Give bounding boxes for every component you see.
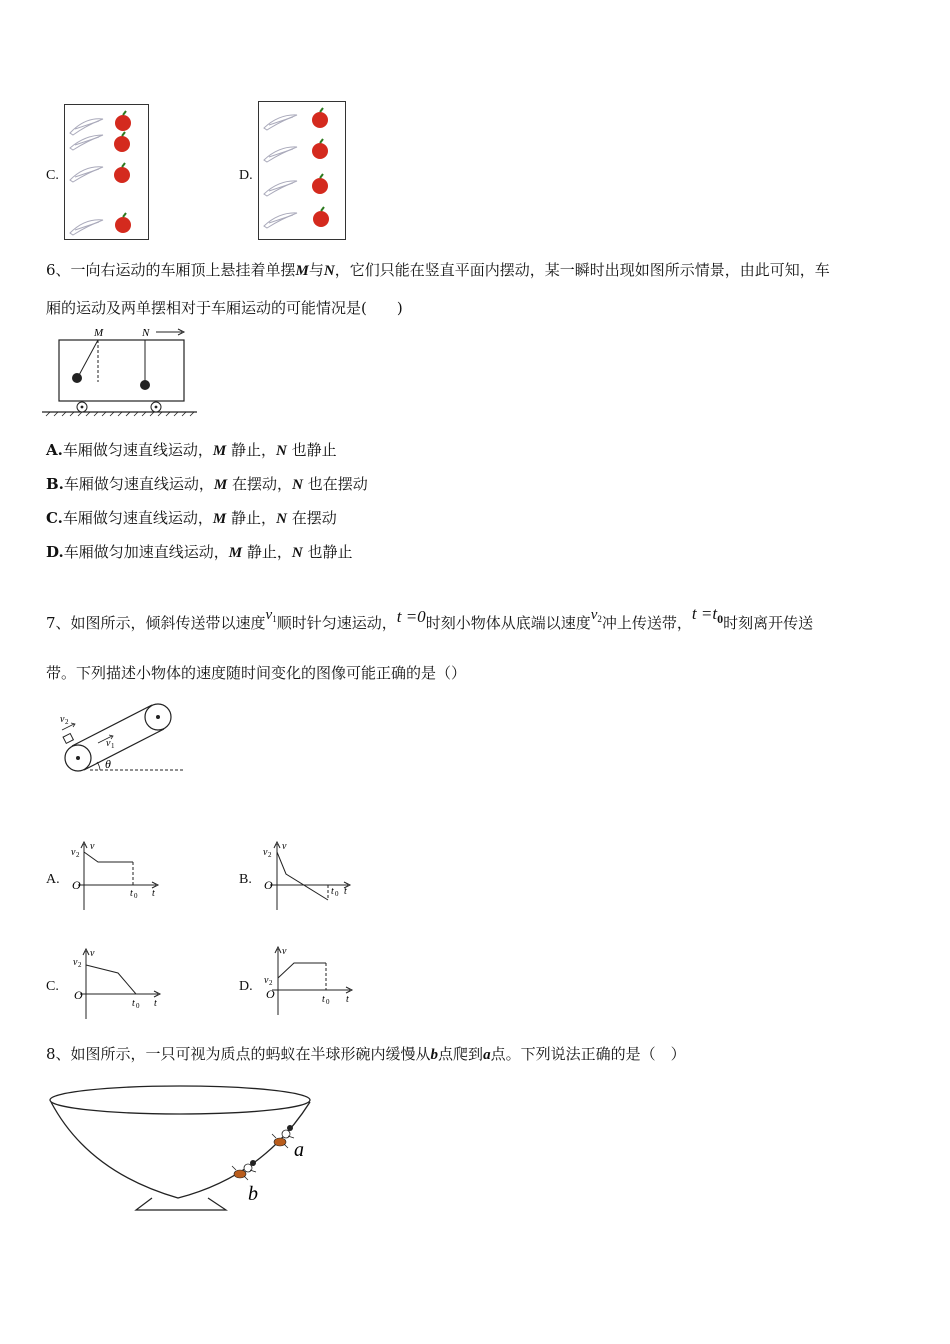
q7-graph-d-t0: t [322,994,325,1005]
q6-option-c-text3: 在摆动 [291,509,337,527]
q6-option-b [46,473,368,496]
q7-graph-b [260,840,360,912]
q6-option-a-m: M [212,443,227,459]
feathers-apples-c [65,105,148,239]
q7-fig-v2: v [60,714,65,725]
q6-stem-n: N [323,263,335,279]
q6-option-d-m: M [228,545,243,561]
q8-stem-c: 点。下列说法正确的是（ ） [490,1045,686,1063]
q7-graph-c-t0: t [132,998,135,1009]
q6-option-b-text2: 在摆动， [232,475,293,493]
q8-stem-a: 8、如图所示，一只可视为质点的蚂蚁在半球形碗内缓慢从 [46,1045,431,1063]
feathers-apples-d [259,102,345,239]
q6-option-a-text3: 也静止 [291,441,337,459]
q7-graph-c-t0-sub: 0 [136,1002,140,1010]
q7-graph-d-v2-sub: 2 [269,979,273,987]
q6-stem-line2: 厢的运动及两单摆相对于车厢运动的可能情况是( ) [46,299,403,317]
q6-stem-prefix: 6、一向右运动的车厢顶上悬挂着单摆 [46,261,296,279]
q7-option-a-label: A. [46,872,60,887]
q6-option-c-label: C. [46,509,63,527]
q8-bowl-figure [48,1082,318,1214]
q7-stem-c: 时刻小物体从底端以速度 [425,614,591,632]
q7-graph-b-t0-sub: 0 [335,890,339,898]
q7-stem-b: 顺时针匀速运动， [276,614,397,632]
q7-graph-a-t0: t [130,888,133,899]
option-d-figure [258,101,346,240]
q7-option-d-label: D. [239,979,253,994]
q7-fig-theta: θ [105,757,111,771]
q7-graph-a-v2: v [71,847,76,858]
q6-carriage-figure [42,324,202,416]
q7-stem-d: 冲上传送带， [601,614,692,632]
q7-graph-d [262,945,362,1017]
q6-stem-line1 [46,259,830,282]
q7-fig-v1: v [106,738,111,749]
q7-graph-b-o: O [264,878,273,892]
q7-v1-sub: 1 [272,614,277,624]
q7-graph-c-v: v [90,948,95,959]
q7-graph-d-t0-sub: 0 [326,998,330,1006]
q7-fig-v1-sub: 1 [111,742,115,750]
q7-t0eq: t =0 [396,607,426,626]
q6-stem-m: M [295,263,309,279]
q8-fig-label-b: b [248,1183,258,1205]
q7-v2-sub: 2 [597,614,602,624]
q8-stem [46,1043,686,1066]
q6-option-c-m: M [212,511,227,527]
option-c-label: C. [46,168,59,183]
q6-option-d-text3: 也静止 [307,543,353,561]
q7-stem-a: 7、如图所示，倾斜传送带以速度 [46,614,266,632]
q6-option-d-label: D. [46,543,64,561]
ant-upper-icon [272,1125,294,1148]
q8-stem-a-point: a [483,1047,491,1063]
q7-graph-a-t: t [152,888,155,899]
q7-graph-c-v2-sub: 2 [78,961,82,969]
option-d-label: D. [239,168,253,183]
q7-graph-a-v: v [90,841,95,852]
q6-option-c-text1: 车厢做匀速直线运动， [62,509,213,527]
q7-v1: v [265,607,273,623]
q6-option-b-text1: 车厢做匀速直线运动， [63,475,214,493]
q6-option-a-text2: 静止， [231,441,277,459]
q6-option-b-label: B. [46,475,64,493]
q6-option-c [46,507,337,530]
q7-stem-line2: 带。下列描述小物体的速度随时间变化的图像可能正确的是（） [46,664,467,682]
q7-stem-e: 时刻离开传送 [723,614,814,632]
q8-fig-label-a: a [294,1139,304,1161]
option-c-figure [64,104,149,240]
q6-option-d-n: N [291,545,303,561]
q6-option-d-text1: 车厢做匀加速直线运动， [63,543,229,561]
q7-graph-a [66,840,166,912]
q7-graph-c [68,947,168,1019]
q7-graph-c-v2: v [73,957,78,968]
q6-option-c-text2: 静止， [231,509,277,527]
q7-graph-b-v2-sub: 2 [268,851,272,859]
q7-graph-b-v2: v [263,847,268,858]
q7-t-eq: t =t [691,604,718,623]
q7-graph-b-v: v [282,841,287,852]
q6-option-a [46,439,337,462]
q7-graph-b-t: t [344,886,347,897]
q7-v2: v [590,607,598,623]
q6-option-a-text1: 车厢做匀速直线运动， [62,441,213,459]
q7-option-b-label: B. [239,872,252,887]
q6-option-d-text2: 静止， [246,543,292,561]
q7-graph-d-v: v [282,946,287,957]
q6-option-b-n: N [292,477,303,493]
q6-option-b-m: M [213,477,228,493]
q6-option-a-n: N [276,443,287,459]
q8-stem-b: 点爬到 [438,1045,484,1063]
q7-graph-d-o: O [266,987,275,1001]
q7-t-sub: 0 [717,612,724,626]
q6-stem-suffix: ，它们只能在竖直平面内摆动，某一瞬时出现如图所示情景，由此可知，车 [334,261,830,279]
q6-option-d [46,541,353,564]
q7-graph-c-t: t [154,998,157,1009]
q6-option-b-text3: 也在摆动 [307,475,368,493]
q6-fig-label-n: N [142,327,150,339]
q7-conveyor-figure [50,698,190,778]
q6-option-c-n: N [276,511,287,527]
q7-graph-a-v2-sub: 2 [76,851,80,859]
q7-stem-line1 [46,604,814,636]
q7-graph-b-t0: t [331,886,334,897]
q8-stem-b-point: b [430,1047,439,1063]
q7-option-c-label: C. [46,979,59,994]
q7-graph-c-o: O [74,988,83,1002]
q6-stem-and: 与 [308,261,324,279]
q7-graph-a-t0-sub: 0 [134,892,138,900]
q7-graph-a-o: O [72,878,81,892]
q6-option-a-label: A. [46,441,63,459]
q6-fig-label-m: M [94,327,104,339]
q7-graph-d-v2: v [264,975,269,986]
q7-fig-v2-sub: 2 [65,718,69,726]
q7-graph-d-t: t [346,994,349,1005]
